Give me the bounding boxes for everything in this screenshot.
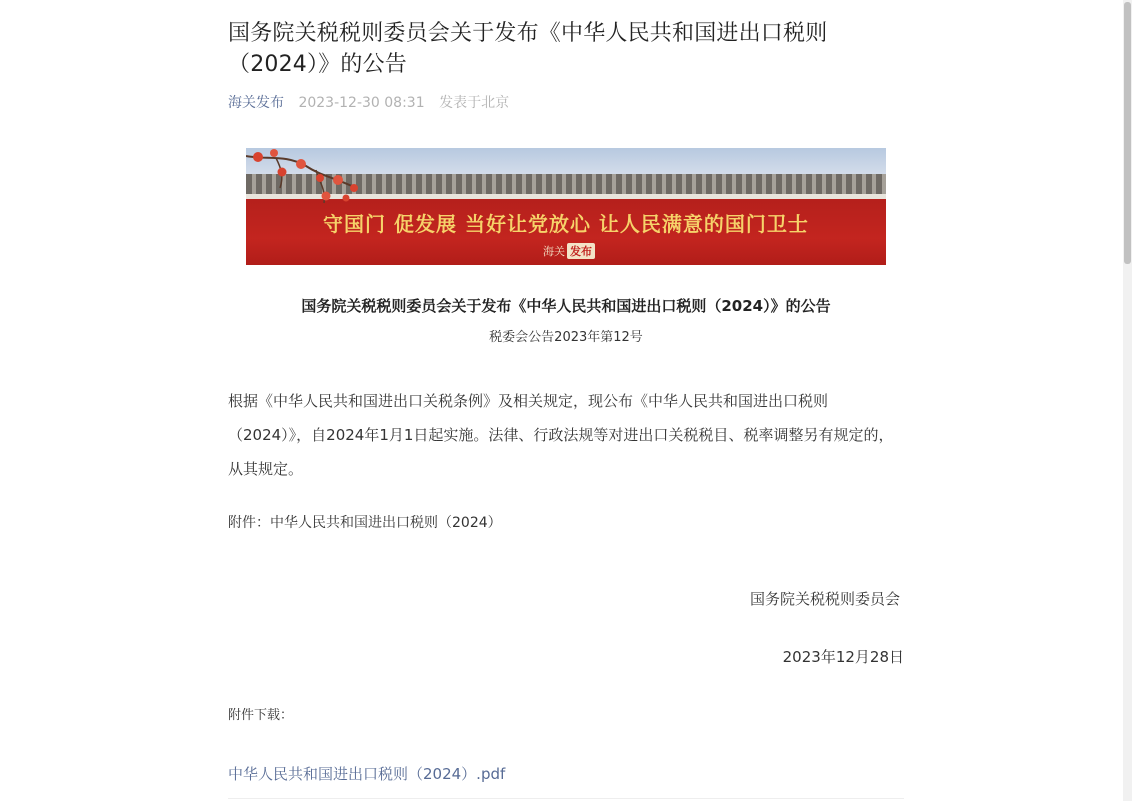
document-body: 根据《中华人民共和国进出口关税条例》及相关规定，现公布《中华人民共和国进出口税则（2024）》，自2024年1月1日起实施。法律、行政法规等对进出口关税税目、税率调整另有规定的，从其规定。 — [228, 392, 894, 478]
scrollbar[interactable] — [1123, 0, 1132, 801]
publish-time: 2023-12-30 08:31 — [298, 95, 425, 111]
banner-image — [246, 148, 886, 265]
attachment-note: 附件：中华人民共和国进出口税则（2024） — [228, 515, 502, 531]
scrollbar-thumb[interactable] — [1124, 2, 1131, 264]
article — [228, 18, 904, 783]
signer-organization: 国务院关税税则委员会 — [749, 590, 900, 608]
banner-logo-mark: 发布 — [567, 243, 595, 259]
article-title: 国务院关税税则委员会关于发布《中华人民共和国进出口税则（2024）》的公告 — [228, 21, 828, 77]
article-meta — [228, 92, 904, 114]
document-number: 税委会公告2023年第12号 — [489, 330, 643, 345]
banner-logo — [543, 243, 595, 259]
banner-slogan: 守国门 促发展 当好让党放心 让人民满意的国门卫士 — [323, 212, 809, 236]
plum-blossom-icon — [246, 148, 376, 208]
pdf-download-link[interactable]: 中华人民共和国进出口税则（2024）.pdf — [228, 765, 506, 783]
download-label: 附件下载： — [228, 708, 294, 723]
document-heading: 国务院关税税则委员会关于发布《中华人民共和国进出口税则（2024）》的公告 — [301, 297, 831, 315]
signing-date: 2023年12月28日 — [782, 648, 904, 666]
account-name-link[interactable]: 海关发布 — [228, 95, 284, 111]
divider — [228, 798, 904, 799]
publish-location: 发表于北京 — [439, 95, 510, 111]
banner-logo-prefix: 海关 — [543, 245, 565, 258]
